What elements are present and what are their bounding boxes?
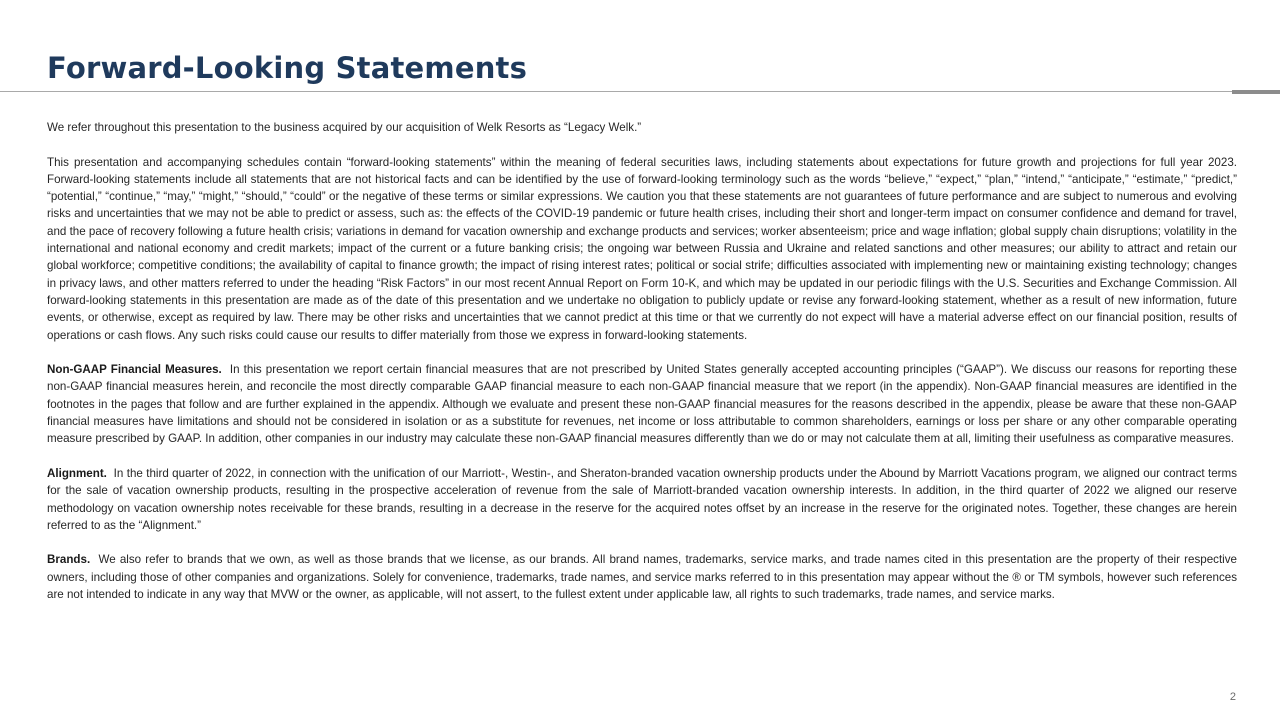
alignment-text: In the third quarter of 2022, in connection with the unification of our Marriott-, Westin-, and Sheraton-branded vacation ownership products under the Abound by Marriott Vacations program, we aligned our contract terms for the sale of vacation ownership products, resulting in the prospective acceleration of revenue from the sale of Marriott-branded vacation ownership interests. In addition, in the third quarter of 2022 we aligned our reserve methodology on vacation ownership notes receivable for these brands, resulting in a decrease in the reserve for the acquired notes offset by an increase in the reserve for the originated notes. Together, these changes are herein referred to as the “Alignment.”: [47, 466, 1237, 532]
disclaimer-body: [47, 119, 1237, 603]
brands-paragraph: [47, 551, 1237, 603]
alignment-paragraph: [47, 465, 1237, 534]
page-number: 2: [1229, 691, 1236, 703]
forward-looking-paragraph: This presentation and accompanying schedules contain “forward-looking statements” within the meaning of federal securities laws, including statements about expectations for future growth and projections for full year 2023. Forward-looking statements include all statements that are not historical facts and can be identified by the use of forward-looking terminology such as the words “believe,” “expect,” “plan,” “intend,” “anticipate,” “estimate,” “predict,” “potential,” “continue,” “may,” “might,” “should,” “could” or the negative of these terms or similar expressions. We caution you that these statements are not guarantees of future performance and are subject to numerous and evolving risks and uncertainties that we may not be able to predict or assess, such as: the effects of the COVID-19 pandemic or future health crises, including their short and longer-term impact on consumer confidence and demand for travel, and the pace of recovery following a future health crisis; variations in demand for vacation ownership and exchange products and services; worker absenteeism; price and wage inflation; global supply chain disruptions; volatility in the international and national economy and credit markets; impact of the current or a future banking crisis; the ongoing war between Russia and Ukraine and related sanctions and other measures; our ability to attract and retain our global workforce; competitive conditions; the availability of capital to finance growth; the impact of rising interest rates; political or social strife; difficulties associated with implementing new or maintaining existing technology; changes in privacy laws, and other matters referred to under the heading “Risk Factors” in our most recent Annual Report on Form 10-K, and which may be updated in our periodic filings with the U.S. Securities and Exchange Commission. All forward-looking statements in this presentation are made as of the date of this presentation and we undertake no obligation to publicly update or revise any forward-looking statement, whether as a result of new information, future events, or otherwise, except as required by law. There may be other risks and uncertainties that we cannot predict at this time or that we currently do not expect will have a material adverse effect on our financial position, results of operations or cash flows. Any such risks could cause our results to differ materially from those we express in forward-looking statements.: [47, 155, 1237, 342]
title-divider: [0, 91, 1280, 92]
brands-text: We also refer to brands that we own, as well as those brands that we license, as our brands. All brand names, trademarks, service marks, and trade names cited in this presentation are the property of their respective owners, including those of other companies and organizations. Solely for convenience, trademarks, trade names, and service marks referred to in this presentation may appear without the ® or TM symbols, however such references are not intended to indicate in any way that MVW or the owner, as applicable, will not assert, to the fullest extent under applicable law, all rights to such trademarks, trade names, and service marks.: [47, 553, 1237, 602]
non-gaap-paragraph: [47, 361, 1237, 447]
non-gaap-text: In this presentation we report certain financial measures that are not prescribed by United States generally accepted accounting principles (“GAAP”). We discuss our reasons for reporting these non-GAAP financial measures herein, and reconcile the most directly comparable GAAP financial measure to each non-GAAP financial measure that we report (in the appendix). Non-GAAP financial measures are identified in the footnotes in the pages that follow and are further explained in the appendix. Although we evaluate and present these non-GAAP financial measures for the reasons described in the appendix, please be aware that these non-GAAP financial measures have limitations and should not be considered in isolation or as a substitute for revenues, net income or loss attributable to common shareholders, earnings or loss per share or any other comparable operating measure prescribed by GAAP. In addition, other companies in our industry may calculate these non-GAAP financial measures differently than we do or may not calculate them at all, limiting their usefulness as comparative measures.: [47, 363, 1237, 446]
non-gaap-heading: Non-GAAP Financial Measures.: [47, 363, 222, 377]
intro-paragraph: We refer throughout this presentation to the business acquired by our acquisition of Welk Resorts as “Legacy Welk.”: [47, 121, 642, 134]
alignment-heading: Alignment.: [47, 466, 107, 480]
title-divider-accent: [1232, 90, 1280, 94]
brands-heading: Brands.: [47, 553, 91, 567]
page-title: Forward-Looking Statements: [47, 51, 528, 85]
